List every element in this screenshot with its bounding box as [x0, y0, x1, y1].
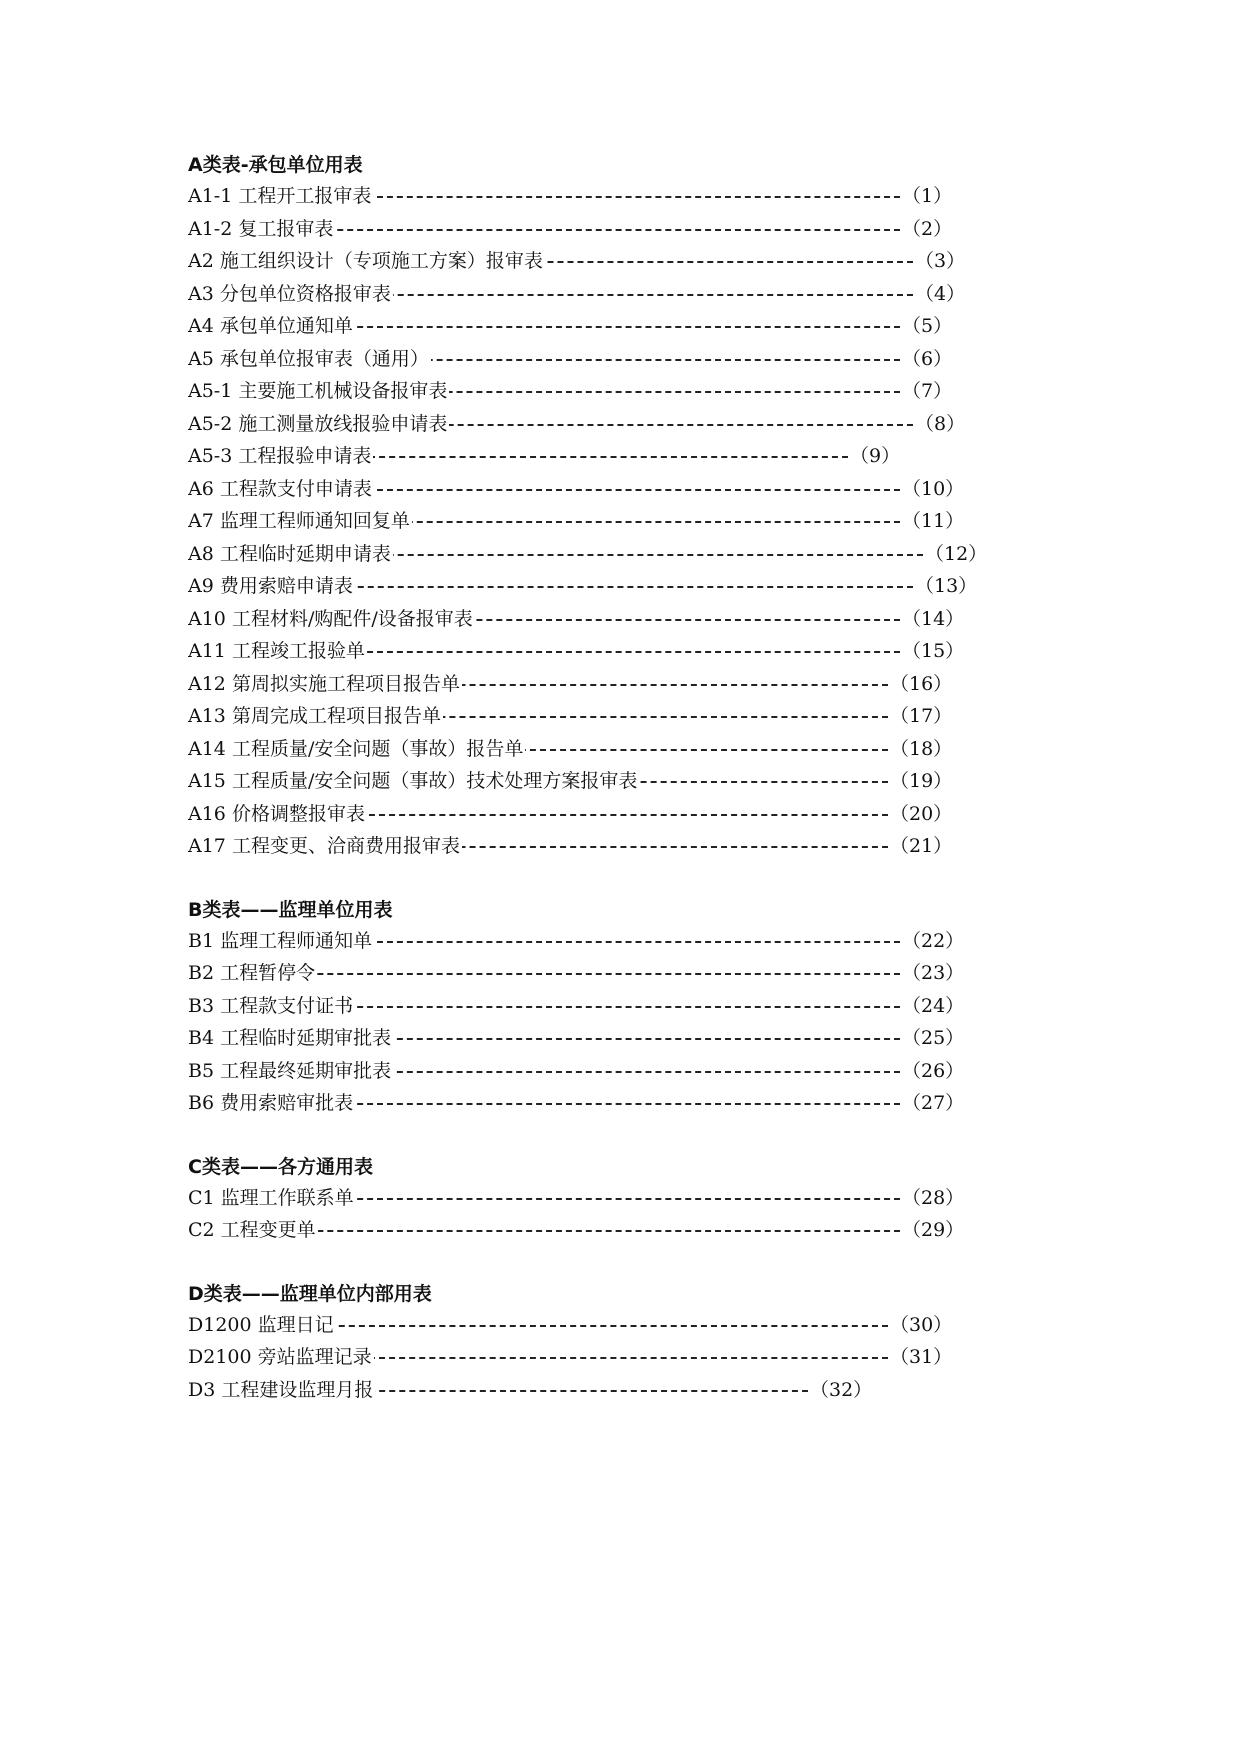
- toc-entry-title: A3 分包单位资格报审表: [188, 278, 393, 311]
- toc-entry-title: A13 第周完成工程项目报告单: [188, 700, 443, 733]
- toc-entry-title: A15 工程质量/安全问题（事故）技术处理方案报审表: [188, 765, 639, 798]
- toc-entry-title: C2 工程变更单: [188, 1214, 318, 1247]
- toc-entry-page: （19）: [888, 765, 952, 798]
- toc-entry[interactable]: [188, 635, 1068, 668]
- toc-entry[interactable]: [188, 538, 1068, 571]
- toc-entry-title: A2 施工组织设计（专项施工方案）报审表: [188, 245, 545, 278]
- toc-entry-title: A16 价格调整报审表: [188, 798, 367, 831]
- toc-entry[interactable]: [188, 505, 1068, 538]
- toc-entry-title: A4 承包单位通知单: [188, 310, 355, 343]
- toc-entry-title: B5 工程最终延期审批表: [188, 1055, 393, 1088]
- toc-entry-page: （4）: [913, 278, 965, 311]
- toc-entry-title: A9 费用索赔申请表: [188, 570, 355, 603]
- toc-entry-title: A17 工程变更、洽商费用报审表: [188, 830, 462, 863]
- toc-entry[interactable]: [188, 375, 1068, 408]
- toc-entry-title: C1 监理工作联系单: [188, 1182, 356, 1215]
- toc-entry-page: （28）: [900, 1182, 964, 1215]
- table-of-contents: [188, 150, 1068, 1406]
- toc-entry[interactable]: [188, 1182, 1068, 1215]
- toc-entry-title: A8 工程临时延期申请表: [188, 538, 393, 571]
- toc-entry-title: A5 承包单位报审表（通用）: [188, 343, 431, 376]
- section-heading: D类表——监理单位内部用表: [188, 1282, 432, 1305]
- toc-entry-title: B2 工程暂停令: [188, 957, 317, 990]
- toc-entry-title: A5-1 主要施工机械设备报审表: [188, 375, 449, 408]
- toc-entry[interactable]: [188, 1374, 1068, 1407]
- toc-entry[interactable]: [188, 1309, 1068, 1342]
- toc-entry-title: A1-1 工程开工报审表: [188, 180, 373, 213]
- section-heading: C类表——各方通用表: [188, 1155, 373, 1178]
- toc-entry[interactable]: [188, 310, 1068, 343]
- toc-entry[interactable]: [188, 700, 1068, 733]
- toc-entry-page: （18）: [888, 733, 952, 766]
- toc-entry[interactable]: [188, 180, 1068, 213]
- toc-entry-page: （23）: [900, 957, 964, 990]
- toc-entry-title: A5-3 工程报验申请表: [188, 440, 373, 473]
- toc-entry[interactable]: [188, 733, 1068, 766]
- toc-entry[interactable]: [188, 343, 1068, 376]
- toc-entry[interactable]: [188, 1022, 1068, 1055]
- toc-entry-title: A11 工程竣工报验单: [188, 635, 367, 668]
- toc-entry-page: （20）: [888, 798, 952, 831]
- toc-entry-page: （8）: [913, 408, 965, 441]
- toc-entry-title: B3 工程款支付证书: [188, 990, 355, 1023]
- toc-entry-title: A14 工程质量/安全问题（事故）报告单: [188, 733, 525, 766]
- toc-entry-page: （32）: [808, 1374, 872, 1407]
- toc-entry-title: A5-2 施工测量放线报验申请表: [188, 408, 449, 441]
- toc-entry-title: B6 费用索赔审批表: [188, 1087, 355, 1120]
- toc-entry[interactable]: [188, 925, 1068, 958]
- toc-entry[interactable]: [188, 957, 1068, 990]
- toc-entry-page: （30）: [888, 1309, 952, 1342]
- toc-entry-title: B4 工程临时延期审批表: [188, 1022, 393, 1055]
- toc-entry-page: （7）: [900, 375, 952, 408]
- toc-entry[interactable]: [188, 990, 1068, 1023]
- toc-entry[interactable]: [188, 798, 1068, 831]
- toc-entry-page: （11）: [900, 505, 964, 538]
- toc-entry-title: D3 工程建设监理月报: [188, 1374, 375, 1407]
- toc-entry[interactable]: [188, 440, 1068, 473]
- toc-entry[interactable]: [188, 570, 1068, 603]
- toc-entry-page: （17）: [888, 700, 952, 733]
- toc-entry-page: （2）: [900, 213, 952, 246]
- toc-entry[interactable]: [188, 245, 1068, 278]
- toc-entry[interactable]: [188, 603, 1068, 636]
- toc-entry-page: （29）: [900, 1214, 964, 1247]
- section-gap: [188, 863, 1068, 895]
- toc-entry-page: （10）: [900, 473, 964, 506]
- toc-entry-page: （16）: [888, 668, 952, 701]
- toc-entry-page: （9）: [848, 440, 900, 473]
- section-heading: A类表-承包单位用表: [188, 154, 363, 176]
- toc-entry-page: （12）: [923, 538, 987, 571]
- toc-sections: [188, 150, 1068, 1406]
- toc-entry[interactable]: [188, 408, 1068, 441]
- toc-entry-page: （1）: [900, 180, 952, 213]
- toc-entry[interactable]: [188, 830, 1068, 863]
- toc-entry[interactable]: [188, 1055, 1068, 1088]
- toc-entry-page: （31）: [888, 1341, 952, 1374]
- section-gap: [188, 1247, 1068, 1279]
- toc-entry[interactable]: [188, 278, 1068, 311]
- toc-entry-title: A7 监理工程师通知回复单: [188, 505, 412, 538]
- toc-entry[interactable]: [188, 668, 1068, 701]
- toc-entry-page: （14）: [900, 603, 964, 636]
- toc-entry-title: A6 工程款支付申请表: [188, 473, 374, 506]
- toc-entry-page: （25）: [900, 1022, 964, 1055]
- toc-entry[interactable]: [188, 213, 1068, 246]
- toc-entry-page: （26）: [900, 1055, 964, 1088]
- toc-entry-page: （21）: [888, 830, 952, 863]
- toc-entry-title: A10 工程材料/购配件/设备报审表: [188, 603, 475, 636]
- toc-entry-page: （24）: [900, 990, 964, 1023]
- toc-entry-title: D1200 监理日记: [188, 1309, 336, 1342]
- toc-entry-page: （13）: [913, 570, 977, 603]
- toc-entry[interactable]: [188, 765, 1068, 798]
- section-heading: B类表——监理单位用表: [188, 898, 393, 921]
- toc-entry-page: （5）: [900, 310, 952, 343]
- toc-entry[interactable]: [188, 1214, 1068, 1247]
- toc-entry-title: B1 监理工程师通知单: [188, 925, 374, 958]
- toc-entry-title: D2100 旁站监理记录: [188, 1341, 374, 1374]
- toc-entry-title: A12 第周拟实施工程项目报告单: [188, 668, 462, 701]
- toc-entry-page: （3）: [913, 245, 965, 278]
- toc-entry-page: （15）: [900, 635, 964, 668]
- toc-entry-page: （6）: [900, 343, 952, 376]
- toc-entry-title: A1-2 复工报审表: [188, 213, 335, 246]
- toc-entry-page: （27）: [900, 1087, 964, 1120]
- toc-entry[interactable]: [188, 473, 1068, 506]
- toc-entry[interactable]: [188, 1087, 1068, 1120]
- toc-entry-page: （22）: [900, 925, 964, 958]
- section-gap: [188, 1120, 1068, 1152]
- toc-entry[interactable]: [188, 1341, 1068, 1374]
